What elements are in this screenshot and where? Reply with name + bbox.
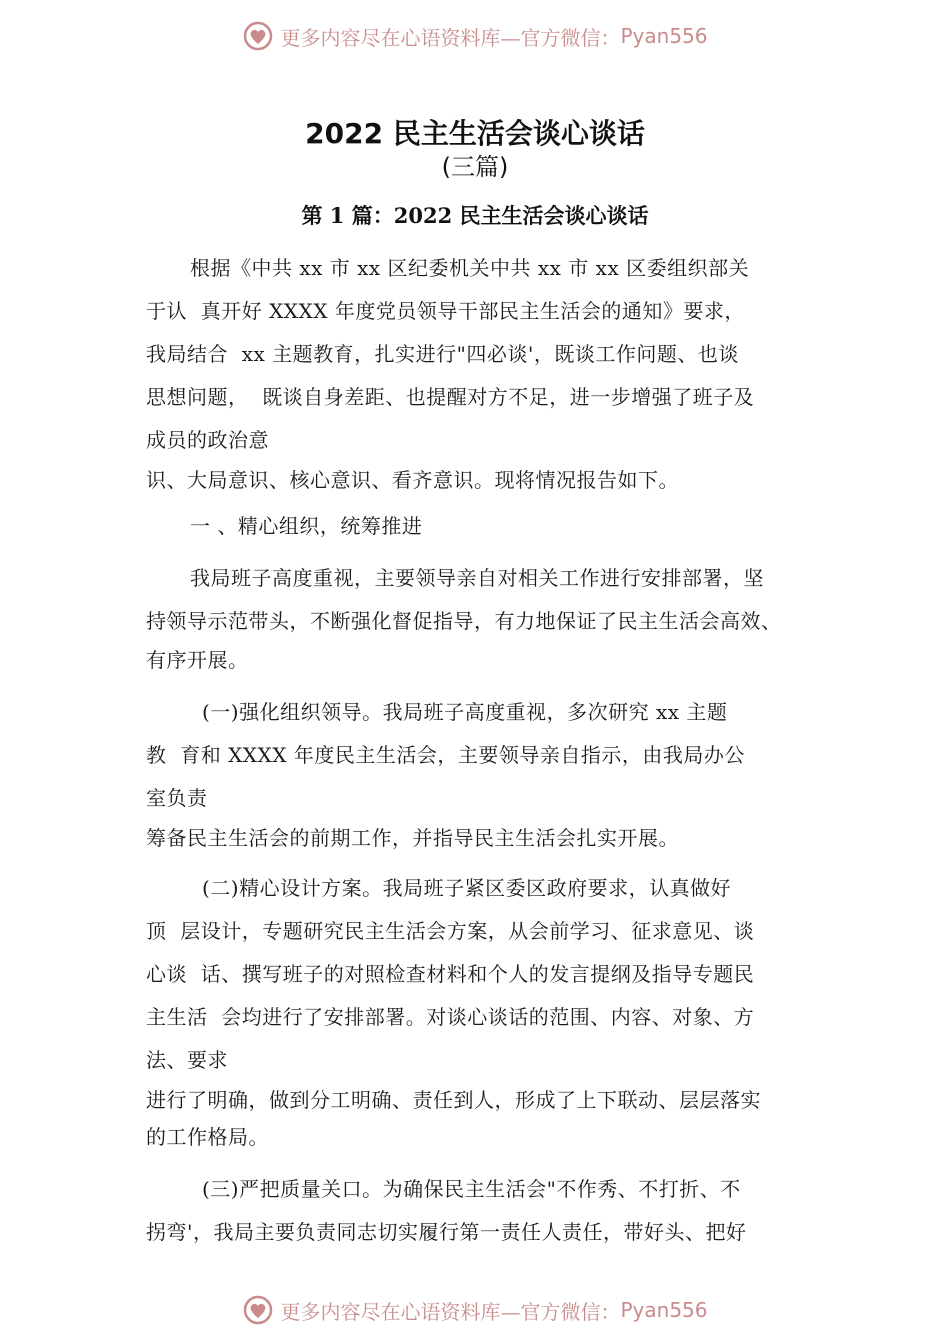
watermark-banner-bottom	[0, 1290, 950, 1330]
heart-logo-icon	[242, 20, 274, 52]
body-line: 心谈 话、撰写班子的对照检查材料和个人的发言提纲及指导专题民	[146, 962, 755, 986]
watermark-text: 更多内容尽在心语资料库—官方微信：	[280, 25, 621, 50]
body-line: 教 育和 XXXX 年度民主生活会，主要领导亲自指示，由我局办公	[146, 743, 745, 767]
body-line: 法、要求	[146, 1048, 228, 1072]
heart-logo-icon	[242, 1294, 274, 1326]
body-line: 拐弯'，我局主要负责同志切实履行第一责任人责任，带好头、把好	[146, 1220, 747, 1244]
body-line: 识、大局意识、核心意识、看齐意识。现将情况报告如下。	[146, 468, 679, 492]
body-line: 我局结合 xx 主题教育，扎实进行"四必谈'，既谈工作问题、也谈	[146, 342, 739, 366]
body-line: 思想问题， 既谈自身差距、也提醒对方不足，进一步增强了班子及	[146, 385, 755, 409]
watermark-text: 更多内容尽在心语资料库—官方微信：	[280, 1299, 621, 1324]
body-line: 我局班子高度重视，主要领导亲自对相关工作进行安排部署，坚	[190, 566, 764, 590]
document-subtitle: (三篇)	[441, 153, 509, 181]
body-line: (二)精心设计方案。我局班子紧区委区政府要求，认真做好	[202, 876, 732, 900]
watermark-wechat-id: Pyan556	[620, 24, 708, 48]
body-line: 顶 层设计，专题研究民主生活会方案，从会前学习、征求意见、谈	[146, 919, 755, 943]
body-line: 有序开展。	[146, 648, 249, 672]
body-line: 成员的政治意	[146, 428, 269, 452]
watermark-banner-top	[0, 16, 950, 56]
body-line: 进行了明确，做到分工明确、责任到人，形成了上下联动、层层落实	[146, 1088, 761, 1112]
body-line: 于认 真开好 XXXX 年度党员领导干部民主生活会的通知》要求，	[146, 299, 745, 323]
body-line: 持领导示范带头，不断强化督促指导，有力地保证了民主生活会高效、	[146, 609, 782, 633]
body-line: 筹备民主生活会的前期工作，并指导民主生活会扎实开展。	[146, 826, 679, 850]
watermark-wechat-id: Pyan556	[620, 1298, 708, 1322]
body-line: 的工作格局。	[146, 1125, 269, 1149]
body-line: 主生活 会均进行了安排部署。对谈心谈话的范围、内容、对象、方	[146, 1005, 755, 1029]
body-line: (三)严把质量关口。为确保民主生活会"不作秀、不打折、不	[202, 1177, 741, 1201]
body-line: 室负责	[146, 786, 208, 810]
body-line: (一)强化组织领导。我局班子高度重视，多次研究 xx 主题	[202, 700, 728, 724]
part-heading: 第 1 篇：2022 民主生活会谈心谈话	[301, 203, 649, 228]
document-title: 2022 民主生活会谈心谈话	[305, 117, 645, 150]
body-line: 根据《中共 xx 市 xx 区纪委机关中共 xx 市 xx 区委组织部关	[190, 256, 750, 280]
section-heading: 一 、精心组织，统筹推进	[190, 514, 423, 538]
